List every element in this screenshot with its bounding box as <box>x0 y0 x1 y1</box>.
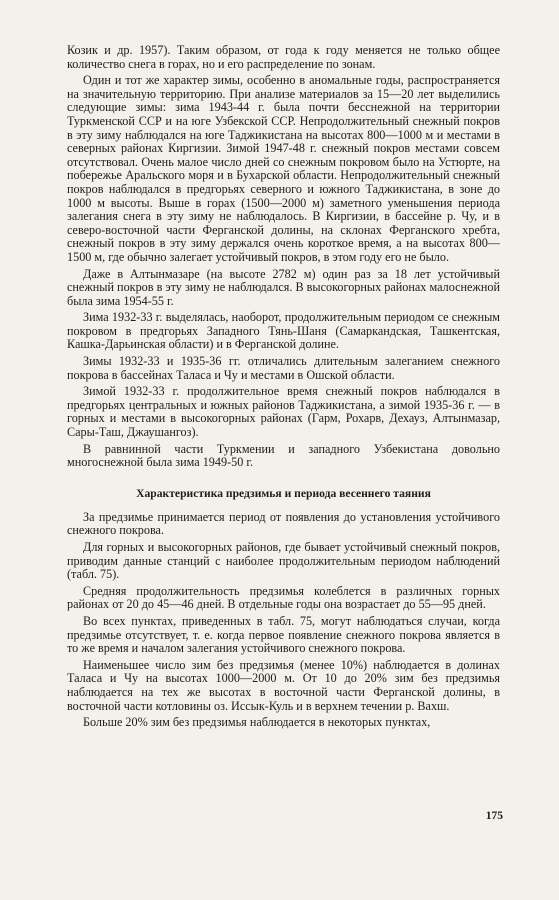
paragraph: Больше 20% зим без предзимья наблюдается в некоторых пунктах, <box>83 715 431 730</box>
paragraph: Один и тот же характер зимы, особенно в аномальные годы, распространяется на значительную территорию. При анализе материалов за 15—20 лет выделились следующие зимы: зима 1943-44 г. была почти бесснежной на территории Туркменской ССР и на юге Узбекской ССР. Непродолжительный снежный покров в эту зиму наблюдался на юге Таджикистана на высотах 800—1000 м и местами в северных районах Киргизии. Зимой 1947-48 г. снежный покров местами совсем отсутствовал. Очень малое число дней со снежным покровом было на Устюрте, на побережье Аральского моря и в Бухарской области. Непродолжительный снежный покров наблюдался в предгорьях северного и южного Таджикистана, в зоне до 1000 м высоты. Выше в горах (1500—2000 м) заметного уменьшения периода залегания снега в эту зиму не наблюдалось. В Киргизии, в бассейне р. Чу, и в северо-восточной части Ферганской долины, на склонах Ферганского хребта, снежный покров в эту зиму держался очень короткое время, а на высотах 800—1500 м, где обычно залегает устойчивый покров, в этом году его не было. <box>67 73 500 264</box>
paragraph: За предзимье принимается период от появления до установления устойчивого снежного покрова. <box>67 509 500 538</box>
section-heading: Характеристика предзимья и периода весеннего таяния <box>136 486 431 500</box>
paragraph: Наименьшее число зим без предзимья (менее 10%) наблюдается в долинах Таласа и Чу на высотах 1000—2000 м. От 10 до 20% зим без предзимья наблюдается на тех же высотах в восточной части Ферганской долины, в восточной части котловины оз. Иссык-Куль и в верхнем течении р. Вахш. <box>67 657 500 713</box>
paragraph: В равнинной части Туркмении и западного Узбекистана довольно многоснежной была зима 1949-50 г. <box>67 441 500 470</box>
paragraph: Зимы 1932-33 и 1935-36 гг. отличались длительным залеганием снежного покрова в бассейнах Таласа и Чу и местами в Ошской области. <box>67 354 500 382</box>
page-number: 175 <box>485 810 503 822</box>
paragraph: Средняя продолжительность предзимья колеблется в различных горных районах от 20 до 45—46 дней. В отдельные годы она возрастает до 55—95 дней. <box>67 583 500 612</box>
paragraph: Зимой 1932-33 г. продолжительное время снежный покров наблюдался в предгорьях центральных и южных районов Таджикистана, а зимой 1935-36 г. — в горных и местами в высокогорных районах (Гарм, Рохарв, Дехауз, Алтынмазар, Сары-Таш, Джаушангоз). <box>67 384 500 440</box>
paragraph: Зима 1932-33 г. выделялась, наоборот, продолжительным периодом се снежным покровом в предгорьях Западного Тянь-Шаня (Самаркандская, Ташкентская, Кашка-Дарьинская области) и в Ферганской долине. <box>67 310 500 352</box>
paragraph: Козик и др. 1957). Таким образом, от года к году меняется не только общее количество снега в горах, но и его распределение по зонам. <box>67 43 500 71</box>
paragraph: Во всех пунктах, приведенных в табл. 75, могут наблюдаться случаи, когда предзимье отсутствует, т. е. когда первое появление снежного покрова является в то же время и началом залегания устойчивого снежного покрова. <box>67 613 500 656</box>
paragraph: Даже в Алтынмазаре (на высоте 2782 м) один раз за 18 лет устойчивый снежный покров в эту зиму не наблюдался. В высокогорных районах малоснежной была зима 1954-55 г. <box>67 266 500 308</box>
paragraph: Для горных и высокогорных районов, где бывает устойчивый снежный покров, приводим данные станций с наиболее продолжительным периодом наблюдений (табл. 75). <box>67 540 500 582</box>
